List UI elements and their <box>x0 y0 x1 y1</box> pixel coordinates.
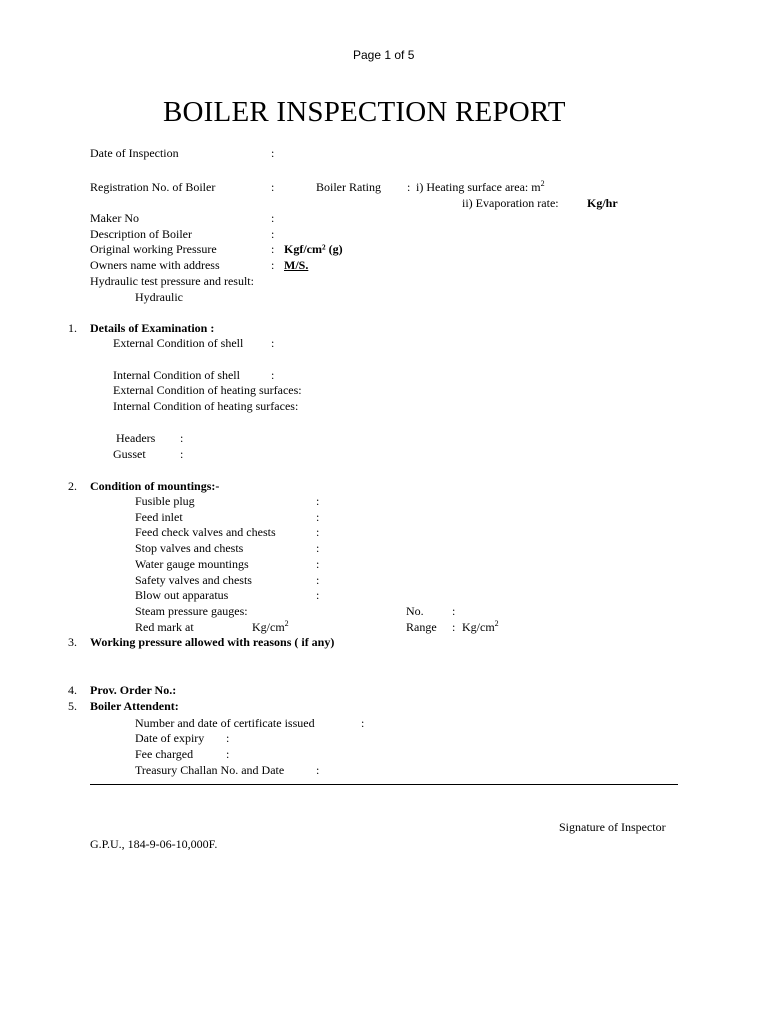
horizontal-rule <box>90 784 678 785</box>
section-number: 2. <box>68 479 77 493</box>
colon: : <box>271 211 275 225</box>
fusible-plug-label: Fusible plug <box>135 494 195 508</box>
printer-code: G.P.U., 184-9-06-10,000F. <box>90 837 218 851</box>
section-number: 3. <box>68 635 77 649</box>
colon: : <box>226 731 230 745</box>
colon: : <box>271 146 275 160</box>
registration-label: Registration No. of Boiler <box>90 180 216 194</box>
colon: : <box>226 747 230 761</box>
colon: : <box>271 258 275 272</box>
signature-label: Signature of Inspector <box>559 820 666 834</box>
colon: : <box>316 557 320 571</box>
heating-surface-area-label: i) Heating surface area: $m^2$ <box>416 179 545 194</box>
range-label: Range <box>406 620 437 634</box>
evaporation-rate-unit: Kg/hr <box>587 196 618 210</box>
external-shell-label: External Condition of shell <box>113 336 244 350</box>
gusset-label: Gusset <box>113 447 146 461</box>
colon: : <box>316 510 320 524</box>
feed-inlet-label: Feed inlet <box>135 510 183 524</box>
working-pressure-unit: Kgf/cm² (g) <box>284 242 343 256</box>
colon: : <box>180 447 184 461</box>
fee-charged-label: Fee charged <box>135 747 194 761</box>
colon: : <box>316 541 320 555</box>
section-title-examination: Details of Examination : <box>90 321 215 335</box>
colon: : <box>452 620 456 634</box>
section-number: 1. <box>68 321 77 335</box>
colon: : <box>180 431 184 445</box>
red-mark-unit: $Kg/cm^2$ <box>252 619 289 634</box>
colon: : <box>316 573 320 587</box>
section-number: 4. <box>68 683 77 697</box>
hydraulic-sub-label: Hydraulic <box>135 290 183 304</box>
colon: : <box>316 763 320 777</box>
external-heating-label: External Condition of heating surfaces: <box>113 383 302 397</box>
colon: : <box>316 588 320 602</box>
certificate-label: Number and date of certificate issued <box>135 716 315 730</box>
colon: : <box>316 494 320 508</box>
document-title: BOILER INSPECTION REPORT <box>163 96 566 128</box>
colon: : <box>271 227 275 241</box>
owners-name-label: Owners name with address <box>90 258 220 272</box>
colon: : <box>407 180 411 194</box>
section-title-working-pressure: Working pressure allowed with reasons ( if any) <box>90 635 335 649</box>
internal-shell-label: Internal Condition of shell <box>113 368 240 382</box>
water-gauge-label: Water gauge mountings <box>135 557 249 571</box>
date-of-inspection-label: Date of Inspection <box>90 146 179 160</box>
red-mark-label: Red mark at <box>135 620 194 634</box>
colon: : <box>271 180 275 194</box>
owner-value: M/S. <box>284 258 309 272</box>
colon: : <box>271 336 275 350</box>
colon: : <box>316 525 320 539</box>
no-label: No. <box>406 604 424 618</box>
hydraulic-test-label: Hydraulic test pressure and result: <box>90 274 254 288</box>
colon: : <box>271 368 275 382</box>
description-label: Description of Boiler <box>90 227 192 241</box>
section-title-mountings: Condition of mountings:- <box>90 479 220 493</box>
page-number: Page 1 of 5 <box>353 48 415 62</box>
colon: : <box>271 242 275 256</box>
section-title-prov-order: Prov. Order No.: <box>90 683 177 697</box>
stop-valves-label: Stop valves and chests <box>135 541 244 555</box>
date-of-expiry-label: Date of expiry <box>135 731 205 745</box>
evaporation-rate-label: ii) Evaporation rate: <box>462 196 559 210</box>
boiler-rating-label: Boiler Rating <box>316 180 381 194</box>
section-number: 5. <box>68 699 77 713</box>
colon: : <box>361 716 365 730</box>
working-pressure-label: Original working Pressure <box>90 242 217 256</box>
feed-check-label: Feed check valves and chests <box>135 525 276 539</box>
section-title-boiler-attendent: Boiler Attendent: <box>90 699 179 713</box>
maker-no-label: Maker No <box>90 211 139 225</box>
blow-out-label: Blow out apparatus <box>135 588 229 602</box>
treasury-challan-label: Treasury Challan No. and Date <box>135 763 285 777</box>
headers-label: Headers <box>116 431 156 445</box>
range-unit: $Kg/cm^2$ <box>462 619 499 634</box>
internal-heating-label: Internal Condition of heating surfaces: <box>113 399 299 413</box>
steam-gauges-label: Steam pressure gauges: <box>135 604 248 618</box>
safety-valves-label: Safety valves and chests <box>135 573 252 587</box>
colon: : <box>452 604 456 618</box>
